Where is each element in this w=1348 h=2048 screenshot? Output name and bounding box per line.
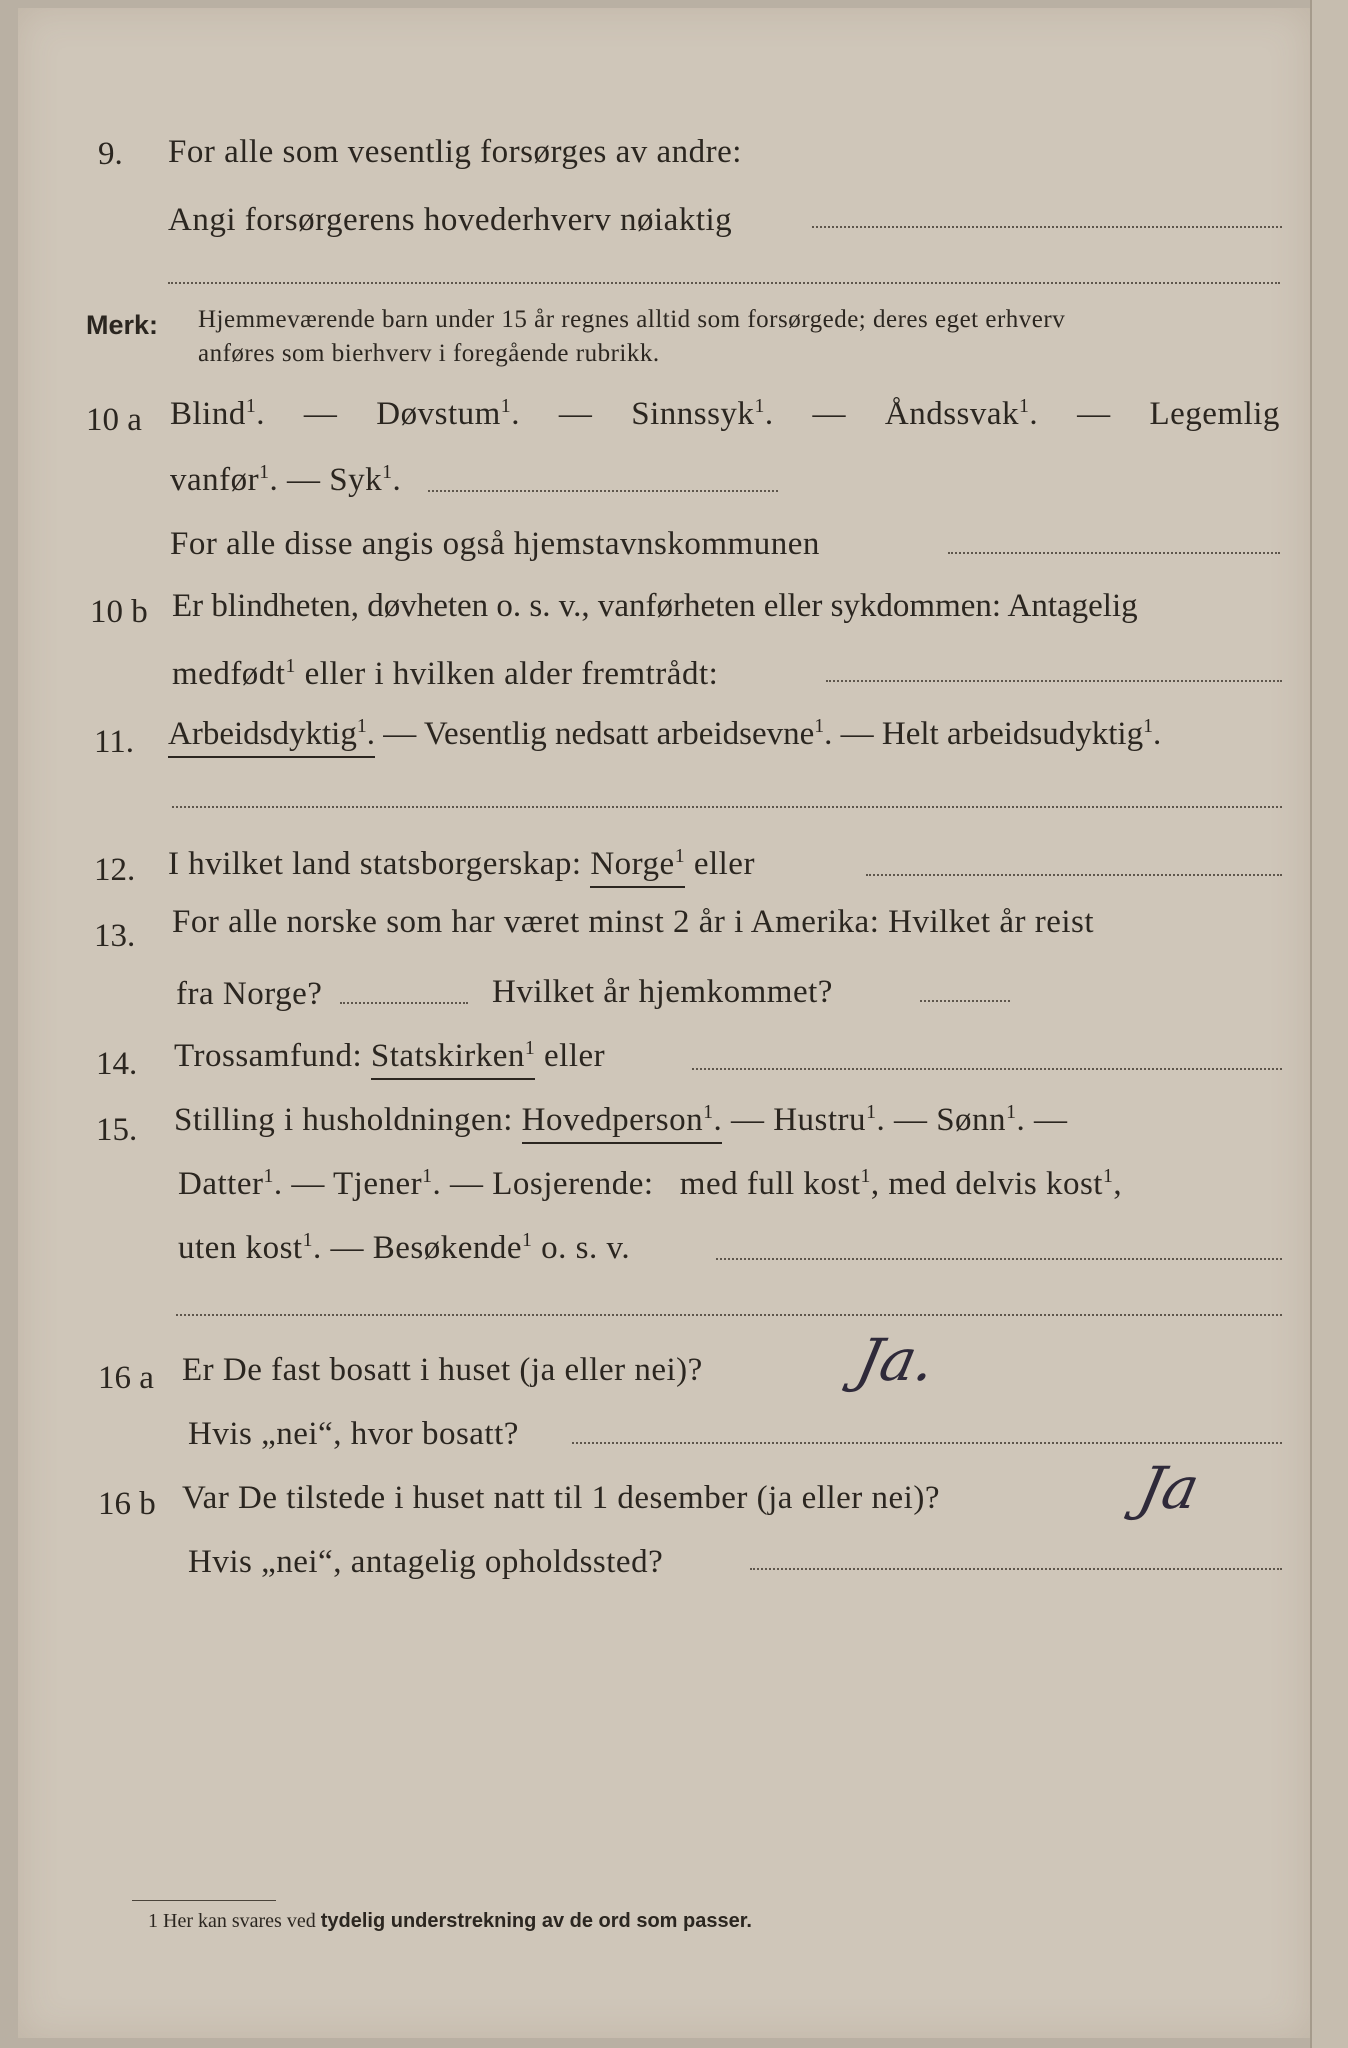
q16a-line2: Hvis „nei“, hvor bosatt? [188,1416,519,1452]
q11-options [168,716,1161,753]
option-statskirken-underlined[interactable]: Statskirken$^1$ [371,1038,535,1080]
q16b-line2: Hvis „nei“, antagelig opholdssted? [188,1544,664,1580]
option-uten-kost[interactable]: uten kost$^1$. [178,1229,322,1266]
q16a-number: 16 a [98,1360,154,1396]
q16a-residence-answer-line[interactable] [572,1442,1282,1444]
q15-number: 15. [96,1112,138,1148]
option-vanfor[interactable]: vanfør$^1$. [170,461,279,498]
q13-line2b: Hvilket år hjemkommet? [492,974,833,1010]
q14-answer-line[interactable] [692,1068,1282,1070]
merk-line2: anføres som bierhverv i foregående rubrikk. [198,340,660,367]
q9-answer-line-2[interactable] [168,282,1280,284]
dash: — [893,1102,928,1138]
q10a-options-line1 [170,396,1280,433]
q12-text: I hvilket land statsborgerskap: [168,846,582,882]
q13-line1: For alle norske som har været minst 2 år i Amerika: Hvilket år reist [172,904,1095,940]
q10b-answer-line[interactable] [826,680,1282,682]
q15-lead: Stilling i husholdningen: [174,1102,513,1138]
q12-tail: eller [693,846,755,882]
q14-line [174,1038,605,1075]
footnote-bold: tydelig understrekning av de ord som passer. [320,1910,752,1932]
dash: — [1077,396,1111,432]
dash: — [558,396,593,432]
option-blind[interactable]: Blind$^1$. [170,395,265,432]
footnote-marker: 1 [148,1910,158,1932]
q15-line2 [178,1166,1122,1203]
dash: — [291,1166,325,1202]
q14-tail: eller [544,1038,606,1074]
option-sonn[interactable]: Sønn$^1$. [936,1101,1026,1138]
q12-number: 12. [94,852,136,888]
option-norge-underlined[interactable]: Norge$^1$ [590,846,685,888]
dash: — [330,1230,364,1266]
q9-answer-line[interactable] [812,226,1282,228]
q16b-number: 16 b [98,1486,156,1522]
q15-line1 [174,1102,1067,1139]
q12-line [168,846,755,883]
option-legemlig[interactable]: Legemlig [1149,396,1280,432]
footnote-plain: Her kan svares ved [163,1910,316,1932]
option-datter[interactable]: Datter$^1$. [178,1165,283,1202]
q9-line1: For alle som vesentlig forsørges av andre: [168,134,742,170]
option-nedsatt[interactable]: Vesentlig nedsatt arbeidsevne$^1$. [423,715,833,752]
option-udyktig[interactable]: Helt arbeidsudyktig$^1$. [881,715,1162,752]
option-arbeidsdyktig-underlined[interactable]: Arbeidsdyktig$^1$. [168,716,375,758]
q11-number: 11. [94,724,135,760]
dash: — [287,462,321,498]
q10a-home-answer-line[interactable] [948,552,1280,554]
q16b-handwritten-answer[interactable]: Ja [1132,1454,1206,1522]
q10b-number: 10 b [90,594,148,630]
q15-tail: o. s. v. [541,1230,631,1266]
merk-line1: Hjemmeværende barn under 15 år regnes alltid som forsørgede; deres eget erhverv [198,306,1066,333]
q15-lodger-label: Losjerende: [492,1166,654,1202]
q16b-line1: Var De tilstede i huset natt til 1 desember (ja eller nei)? [182,1480,940,1516]
option-dovstum[interactable]: Døvstum$^1$. [376,395,520,432]
dash: — [730,1102,765,1138]
q9-line2: Angi forsørgerens hovederhverv nøiaktig [168,202,733,238]
footnote-rule [132,1900,276,1901]
q12-answer-line[interactable] [866,874,1282,876]
dash: — [812,396,846,432]
page-edge [1310,0,1348,2048]
option-syk[interactable]: Syk$^1$. [329,461,402,498]
q16a-handwritten-answer[interactable]: Ja. [850,1326,942,1394]
option-hustru[interactable]: Hustru$^1$. [773,1101,886,1138]
dash: — [840,716,874,752]
q15-line3 [178,1230,630,1267]
q11-answer-line[interactable] [172,806,1282,808]
q16b-stay-answer-line[interactable] [750,1568,1282,1570]
q13-year-left-answer-line[interactable] [340,1002,468,1004]
q10a-number: 10 a [86,402,142,438]
option-full-kost[interactable]: med full kost$^1$, [679,1165,880,1202]
q10a-line3: For alle disse angis også hjemstavnskommunen [170,526,820,562]
option-andssvak[interactable]: Åndssvak$^1$. [884,395,1039,432]
dash: — [303,396,338,432]
q15-answer-line[interactable] [716,1258,1282,1260]
q15-answer-line-2[interactable] [176,1314,1282,1316]
footnote [148,1910,752,1933]
option-hovedperson-underlined[interactable]: Hovedperson$^1$. [522,1102,723,1144]
merk-label: Merk: [86,310,159,340]
dash: — [450,1166,484,1202]
dash: — [383,716,417,752]
q14-number: 14. [96,1046,138,1082]
q13-number: 13. [94,918,136,954]
q16a-line1: Er De fast bosatt i huset (ja eller nei)? [182,1352,703,1388]
option-besokende[interactable]: Besøkende$^1$ [372,1229,533,1266]
q14-text: Trossamfund: [174,1038,363,1074]
q9-number: 9. [98,136,123,172]
option-tjener[interactable]: Tjener$^1$. [333,1165,442,1202]
q13-line2a: fra Norge? [176,976,323,1012]
q10a-options-line2 [170,462,401,499]
dash: — [1033,1102,1068,1138]
q13-year-returned-answer-line[interactable] [920,1000,1010,1002]
q10a-answer-line[interactable] [428,490,778,492]
q10b-line2: medfødt$^1$ eller i hvilken alder fremtrådt: [172,655,719,692]
q10b-line1: Er blindheten, døvheten o. s. v., vanførheten eller sykdommen: Antagelig [172,588,1138,624]
option-delvis-kost[interactable]: med delvis kost$^1$, [888,1165,1123,1202]
option-sinnssyk[interactable]: Sinnssyk$^1$. [631,395,774,432]
